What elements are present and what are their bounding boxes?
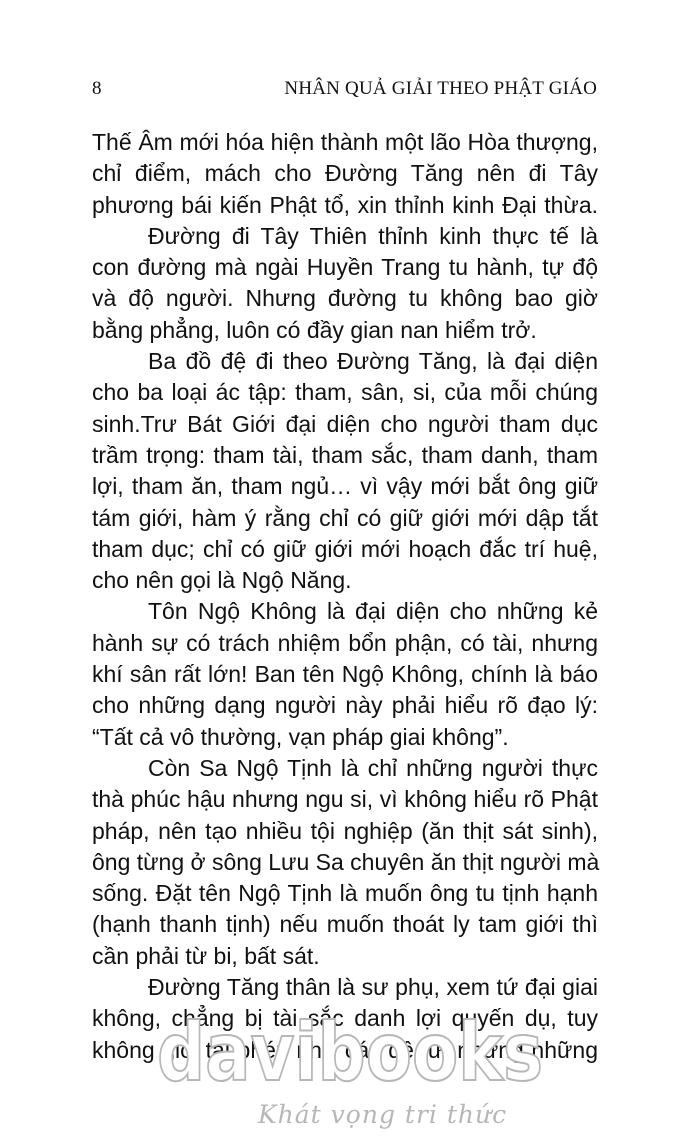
text-line: Tôn Ngộ Không là đại diện cho những kẻ	[148, 598, 598, 625]
body-text	[92, 127, 598, 1066]
text-line: sinh.Trư Bát Giới đại diện cho người tham dục	[92, 410, 598, 437]
text-line: pháp, nên tạo nhiều tội nghiệp (ăn thịt sát sinh),	[92, 817, 598, 844]
text-line: hành sự có trách nhiệm bổn phận, có tài, nhưng	[92, 629, 598, 656]
text-line: khí sân rất lớn! Ban tên Ngộ Không, chính là báo	[92, 661, 598, 688]
text-line: cần phải từ bi, bất sát.	[92, 942, 320, 969]
text-line: thà phúc hậu nhưng ngu si, vì không hiểu rõ Phật	[92, 786, 598, 813]
running-title: NHÂN QUẢ GIẢI THEO PHẬT GIÁO	[284, 78, 597, 99]
text-line: trầm trọng: tham tài, tham sắc, tham danh, tham	[92, 441, 598, 468]
text-line: Đường Tăng thân là sư phụ, xem tứ đại giai	[148, 974, 598, 1001]
watermark-brand: davibooks	[157, 1010, 543, 1092]
text-line: bằng phẳng, luôn có đầy gian nan hiểm trở.	[92, 316, 537, 343]
page-header	[92, 78, 597, 104]
text-line: Ba đồ đệ đi theo Đường Tăng, là đại diện	[148, 348, 598, 375]
page-number: 8	[92, 78, 102, 99]
text-line: cho nên gọi là Ngộ Năng.	[92, 567, 352, 594]
text-line: và độ người. Nhưng đường tu không bao giờ	[92, 285, 598, 312]
text-line: phương bái kiến Phật tổ, xin thỉnh kinh Đại thừa.	[92, 191, 598, 218]
text-line: sống. Đặt tên Ngộ Tịnh là muốn ông tu tịnh hạnh	[92, 880, 598, 907]
text-line: không giỏi tài phép như các đệ tử, nhưng những	[92, 1036, 598, 1063]
text-line: Thế Âm mới hóa hiện thành một lão Hòa thượng,	[92, 129, 598, 155]
text-line: Đường đi Tây Thiên thỉnh kinh thực tế là	[148, 222, 598, 249]
text-line: cho những dạng người này phải hiểu rõ đạo lý:	[92, 692, 598, 719]
text-line: “Tất cả vô thường, vạn pháp giai không”.	[92, 723, 509, 750]
text-line: không, chẳng bị tài sắc danh lợi quyến dụ, tuy	[92, 1005, 598, 1032]
text-line: tám giới, hàm ý rằng chỉ có giữ giới mới dập tắt	[92, 504, 598, 531]
text-line: lợi, tham ăn, tham ngủ… vì vậy mới bắt ông giữ	[92, 473, 598, 500]
watermark-logo	[155, 1010, 545, 1092]
text-line: (hạnh thanh tịnh) nếu muốn thoát ly tam giới thì	[92, 911, 598, 938]
text-line: tham dục; chỉ có giữ giới mới hoạch đắc trí huệ,	[92, 535, 598, 562]
watermark-tagline: Khát vọng tri thức	[258, 1100, 508, 1129]
text-line: ông từng ở sông Lưu Sa chuyên ăn thịt người mà	[92, 848, 600, 875]
text-line: Còn Sa Ngộ Tịnh là chỉ những người thực	[148, 754, 598, 781]
text-line: chỉ điểm, mách cho Đường Tăng nên đi Tây	[92, 160, 598, 187]
text-line: cho ba loại ác tập: tham, sân, si, của mỗi chúng	[92, 379, 598, 406]
text-line: con đường mà ngài Huyền Trang tu hành, tự độ	[92, 254, 598, 281]
